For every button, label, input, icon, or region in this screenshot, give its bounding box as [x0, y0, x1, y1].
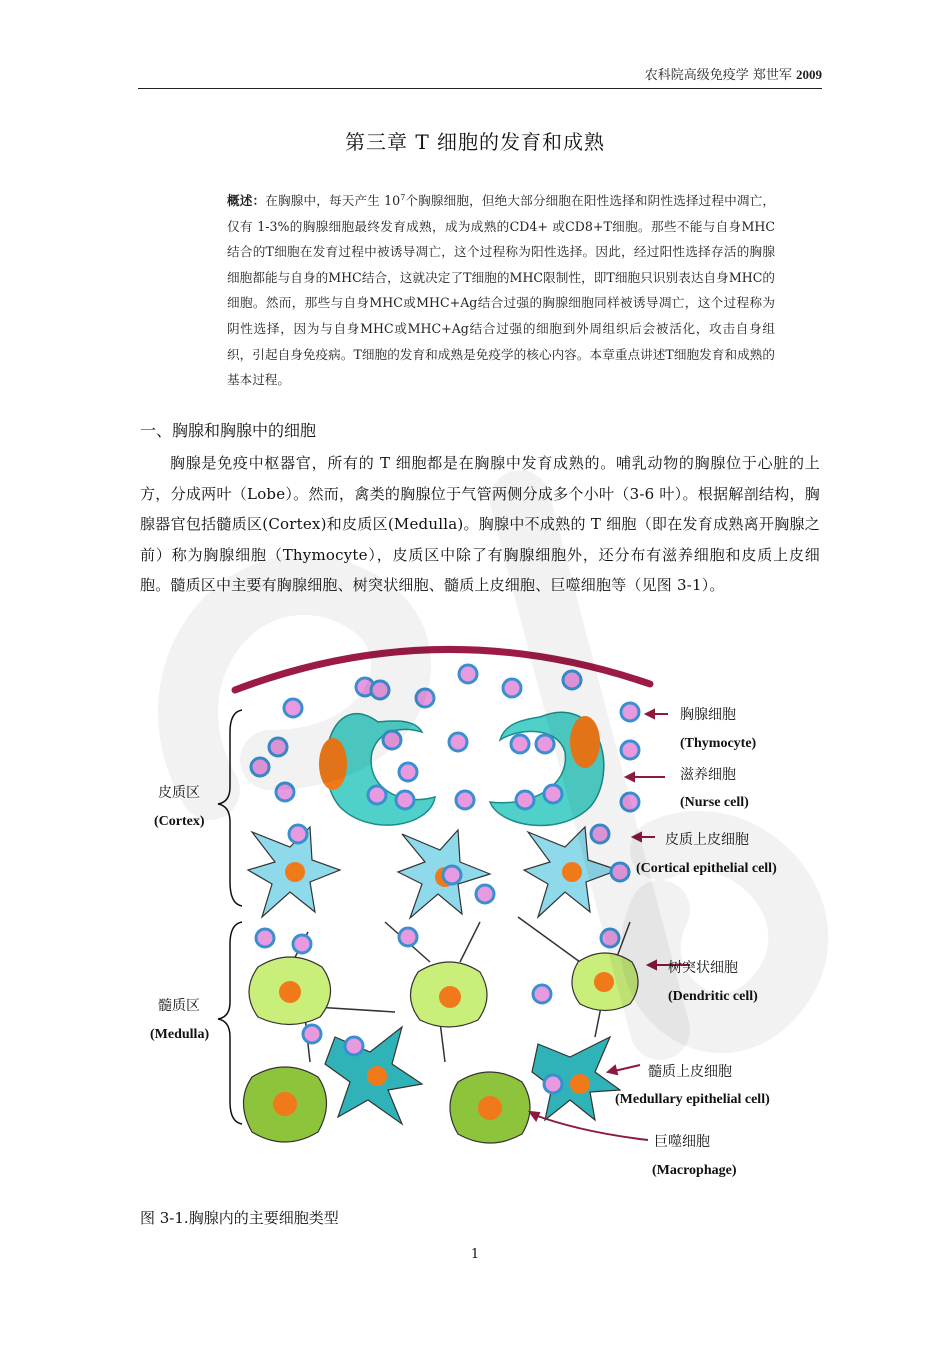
- section-heading: 一、胸腺和胸腺中的细胞: [140, 421, 317, 440]
- cortex-bracket: [218, 710, 242, 906]
- medulla-label-zh: 髓质区: [158, 999, 200, 1014]
- medullary-epithelial-cell-1: [325, 1027, 422, 1124]
- body-paragraph: 胸腺是免疫中枢器官，所有的 T 细胞都是在胸腺中发育成熟的。哺乳动物的胸腺位于心脏的上方，分成两叶（Lobe）。然而，禽类的胸腺位于气管两侧分成多个小叶（3-6 叶）。根据解剖结构，胸腺器官包括髓质区(Cortex)和皮质区(Medulla)。胸腺中不成熟的 T 细胞（即在发育成熟离开胸腺之前）称为胸腺细胞（Thymocyte），皮质区中除了有胸腺细胞外，还分布有滋养细胞和皮质上皮细胞。髓质区中主要有胸腺细胞、树突状细胞、髓质上皮细胞、巨噬细胞等（见图 3-1）。: [140, 454, 820, 594]
- nurse-cell-right: [490, 712, 604, 825]
- thymus-capsule: [235, 649, 650, 690]
- label-nurse-zh: 滋养细胞: [680, 768, 736, 783]
- dendritic-cell-1: [249, 932, 395, 1062]
- page-number: 1: [470, 1247, 480, 1262]
- cortex-label-zh: 皮质区: [158, 786, 200, 801]
- thymus-diagram: [140, 632, 820, 1192]
- medulla-label-en: (Medulla): [150, 1027, 210, 1042]
- figure-caption: 图 3-1.胸腺内的主要细胞类型: [140, 1209, 339, 1227]
- cortex-label-en: (Cortex): [154, 814, 205, 829]
- label-cortical-epi-en: (Cortical epithelial cell): [636, 861, 777, 876]
- page-header: [138, 64, 822, 89]
- label-macrophage-zh: 巨噬细胞: [654, 1135, 710, 1150]
- label-thymocyte-en: (Thymocyte): [680, 736, 757, 751]
- label-nurse-en: (Nurse cell): [680, 795, 749, 810]
- header-year: 2009: [796, 67, 822, 82]
- label-macrophage-en: (Macrophage): [652, 1163, 737, 1178]
- macrophage-1: [244, 1067, 327, 1142]
- abstract-text-2: 个胸腺细胞，但绝大部分细胞在阳性选择和阴性选择过程中凋亡，仅有 1-3%的胸腺细胞最终发育成熟，成为成熟的CD4+ 或CD8+T细胞。那些不能与自身MHC结合的T细胞在发育过程中被诱导凋亡，这个过程称为阳性选择。因此，经过阳性选择存活的胸腺细胞都能与自身的MHC结合，这就决定了T细胞的MHC限制性，即T细胞只识别表达自身MHC的细胞。然而，那些与自身MHC或MHC+Ag结合过强的胸腺细胞同样被诱导凋亡，这个过程称为阴性选择，因为与自身MHC或MHC+Ag结合过强的细胞到外周组织后会被活化，攻击自身组织，引起自身免疫病。T细胞的发育和成熟是免疫学的核心内容。本章重点讲述T细胞发育和成熟的基本过程。: [227, 193, 776, 388]
- figure-thymus-cells: [140, 632, 820, 1192]
- label-medullary-epi-zh: 髓质上皮细胞: [648, 1065, 732, 1080]
- medulla-bracket: [218, 922, 242, 1124]
- macrophage-2: [450, 1072, 530, 1143]
- chapter-title: 第三章 T 细胞的发育和成熟: [344, 130, 606, 154]
- abstract-text-1: 在胸腺中，每天产生 10: [265, 193, 401, 208]
- label-thymocyte-zh: 胸腺细胞: [680, 708, 736, 723]
- label-medullary-epi-en: (Medullary epithelial cell): [615, 1092, 770, 1107]
- abstract-superscript: 7: [400, 193, 406, 202]
- header-text: 农科院高级免疫学 郑世军: [644, 68, 796, 83]
- abstract: [227, 188, 775, 393]
- label-cortical-epi-zh: 皮质上皮细胞: [665, 833, 749, 848]
- label-dendritic-en: (Dendritic cell): [668, 989, 758, 1004]
- abstract-label: 概述：: [227, 193, 266, 208]
- label-dendritic-zh: 树突状细胞: [668, 961, 738, 976]
